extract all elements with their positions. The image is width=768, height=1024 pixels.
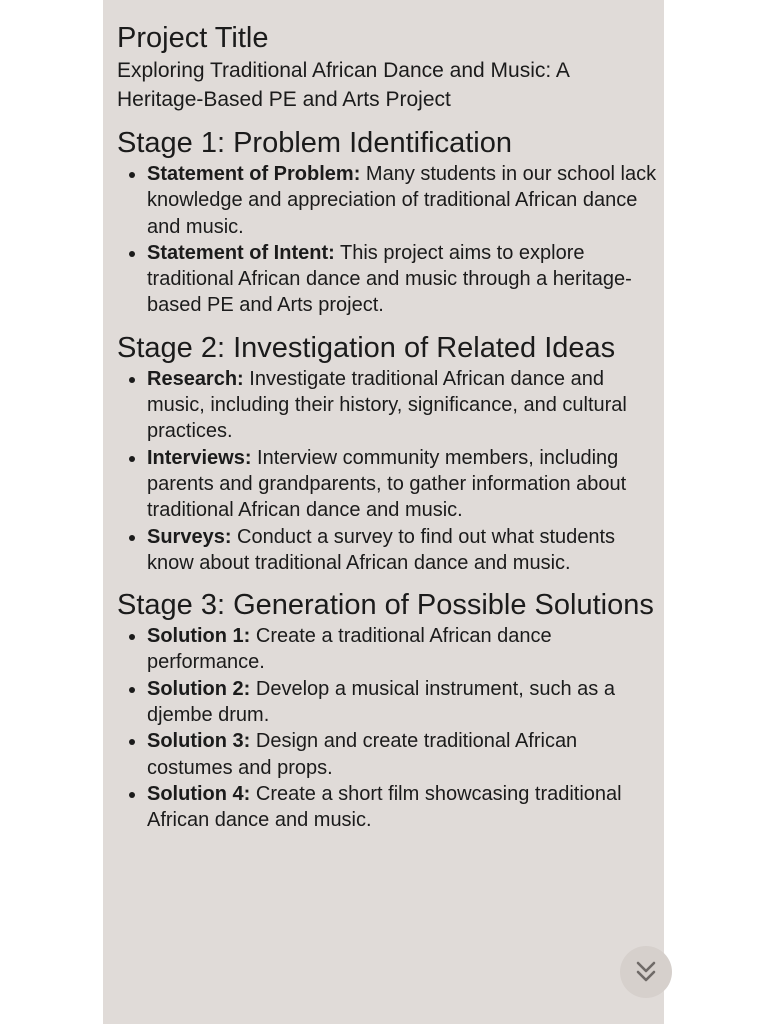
list-item xyxy=(147,240,657,319)
item-text: This project aims to explore traditional African dance and music through a heritage-based PE and Arts project. xyxy=(147,241,632,317)
stage-heading: Stage 3: Generation of Possible Solutions xyxy=(117,589,654,622)
stage-3-section xyxy=(117,588,657,833)
list-item xyxy=(147,366,657,445)
item-text: Investigate traditional African dance and music, including their history, significance, and cultural practices. xyxy=(147,367,627,443)
item-label: Solution 1: xyxy=(147,625,251,648)
scroll-down-button[interactable] xyxy=(620,946,672,998)
list-item xyxy=(147,161,657,240)
list-item xyxy=(147,781,657,834)
item-label: Solution 2: xyxy=(147,677,251,700)
item-text: Create a traditional African dance performance. xyxy=(147,625,552,674)
item-text: Conduct a survey to find out what students know about traditional African dance and music. xyxy=(147,525,616,574)
bullet-list xyxy=(117,366,657,576)
item-label: Solution 3: xyxy=(147,730,251,753)
stage-1-section xyxy=(117,126,657,319)
item-label: Surveys: xyxy=(147,525,232,548)
item-label: Solution 4: xyxy=(147,782,251,805)
item-label: Research: xyxy=(147,367,244,390)
bullet-list xyxy=(117,161,657,319)
project-title-heading: Project Title xyxy=(117,22,269,54)
list-item xyxy=(147,676,657,729)
document-page xyxy=(103,0,664,1024)
item-text: Interview community members, including parents and grandparents, to gather information about traditional African dance and music. xyxy=(147,446,627,522)
bullet-list xyxy=(117,623,657,833)
item-label: Statement of Problem: xyxy=(147,163,361,185)
list-item xyxy=(147,623,657,676)
document-content xyxy=(117,20,657,834)
stage-2-section xyxy=(117,331,657,576)
list-item xyxy=(147,728,657,781)
double-chevron-down-icon xyxy=(635,960,657,984)
item-text: Develop a musical instrument, such as a djembe drum. xyxy=(147,677,615,727)
item-label: Statement of Intent: xyxy=(147,241,335,264)
item-text: Design and create traditional African costumes and props. xyxy=(147,730,578,779)
stage-heading: Stage 1: Problem Identification xyxy=(117,127,512,159)
list-item xyxy=(147,524,657,577)
list-item xyxy=(147,445,657,524)
item-text: Many students in our school lack knowledge and appreciation of traditional African dance and music. xyxy=(147,163,657,238)
item-text: Create a short film showcasing traditional African dance and music. xyxy=(147,782,622,832)
stage-heading: Stage 2: Investigation of Related Ideas xyxy=(117,331,616,364)
item-label: Interviews: xyxy=(147,446,252,469)
project-title-text: Exploring Traditional African Dance and Music: A Heritage-Based PE and Arts Project xyxy=(117,59,569,111)
